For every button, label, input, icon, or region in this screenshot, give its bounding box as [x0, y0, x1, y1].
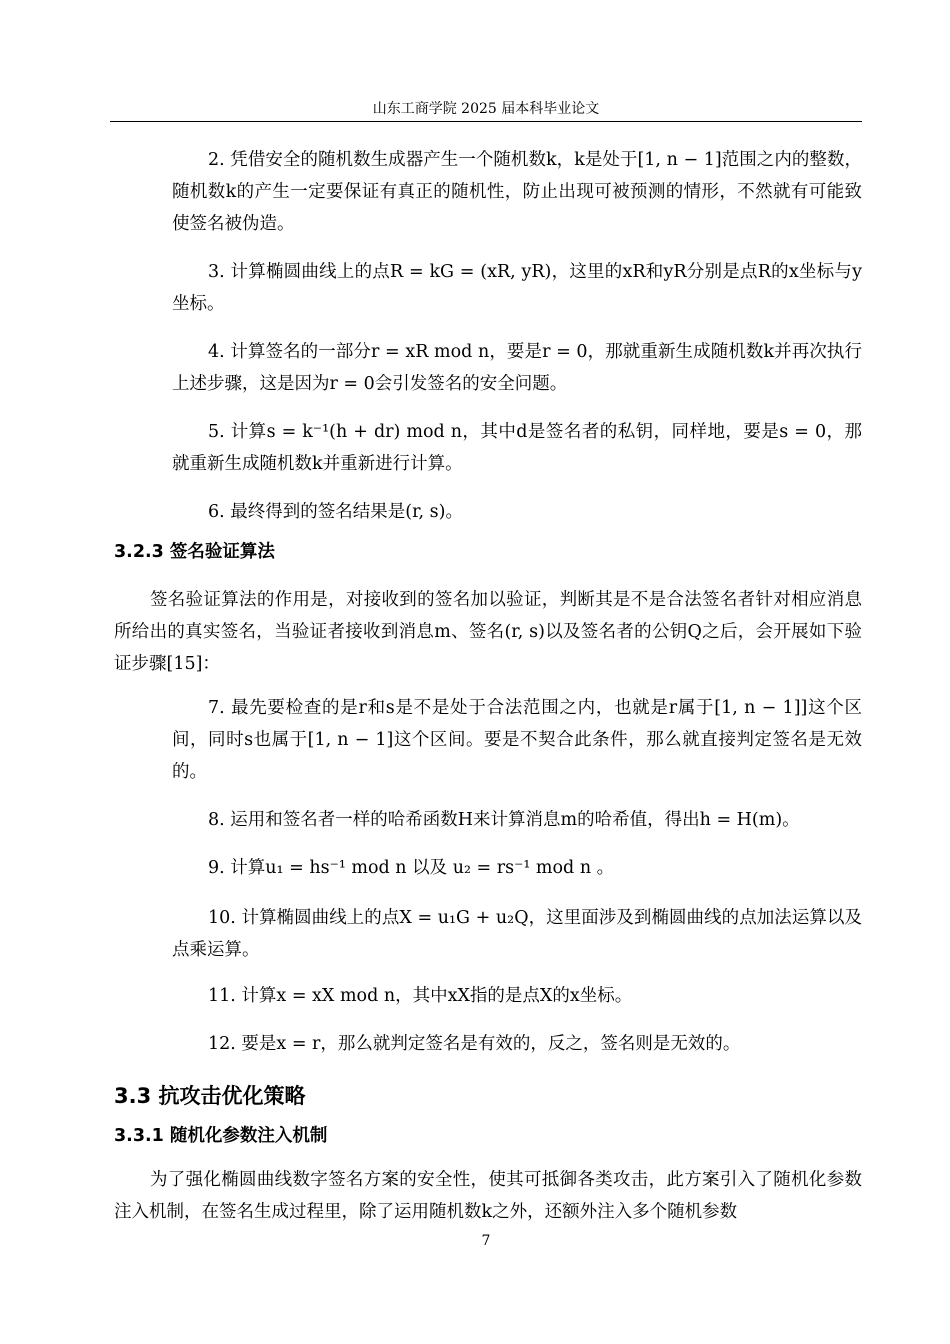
- step-6: 6. 最终得到的签名结果是(r, s)。: [208, 502, 463, 522]
- header-rule: [110, 121, 862, 122]
- running-header: 山东工商学院 2025 届本科毕业论文: [372, 101, 600, 117]
- step-12: 12. 要是x = r，那么就判定签名是有效的，反之，签名则是无效的。: [208, 1034, 741, 1054]
- step-2: 2. 凭借安全的随机数生成器产生一个随机数k，k是处于[1, n − 1]范围之内的整数，随机数k的产生一定要保证有真正的随机性，防止出现可被预测的情形，不然就有可能致使签名被伪造。: [172, 150, 862, 234]
- step-11: 11. 计算x = xX mod n，其中xX指的是点X的x坐标。: [208, 986, 633, 1006]
- step-8: 8. 运用和签名者一样的哈希函数H来计算消息m的哈希值，得出h = H(m)。: [208, 810, 800, 830]
- step-7: 7. 最先要检查的是r和s是不是处于合法范围之内，也就是r属于[1, n − 1]]这个区间，同时s也属于[1, n − 1]这个区间。要是不契合此条件，那么就直接判定签名是无效的。: [172, 698, 862, 782]
- section-heading-3-3: 3.3 抗攻击优化策略: [114, 1084, 306, 1108]
- page-number: 7: [481, 1233, 491, 1249]
- step-5: 5. 计算s = k⁻¹(h + dr) mod n，其中d是签名者的私钥，同样地，要是s = 0，那就重新生成随机数k并重新进行计算。: [172, 422, 862, 474]
- step-10: 10. 计算椭圆曲线上的点X = u₁G + u₂Q，这里面涉及到椭圆曲线的点加法运算以及点乘运算。: [172, 908, 862, 960]
- section-heading-3-2-3: 3.2.3 签名验证算法: [114, 542, 275, 562]
- verification-intro-paragraph: 签名验证算法的作用是，对接收到的签名加以验证，判断其是不是合法签名者针对相应消息所给出的真实签名，当验证者接收到消息m、签名(r, s)以及签名者的公钥Q之后，会开展如下验证步骤[15]：: [114, 590, 862, 674]
- section-heading-3-3-1: 3.3.1 随机化参数注入机制: [114, 1126, 328, 1146]
- step-9: 9. 计算u₁ = hs⁻¹ mod n 以及 u₂ = rs⁻¹ mod n 。: [208, 858, 615, 878]
- random-parameter-paragraph: 为了强化椭圆曲线数字签名方案的安全性，使其可抵御各类攻击，此方案引入了随机化参数注入机制，在签名生成过程里，除了运用随机数k之外，还额外注入多个随机参数: [114, 1170, 862, 1222]
- step-4: 4. 计算签名的一部分r = xR mod n，要是r = 0，那就重新生成随机数k并再次执行上述步骤，这是因为r = 0会引发签名的安全问题。: [172, 342, 862, 394]
- step-3: 3. 计算椭圆曲线上的点R = kG = (xR, yR)，这里的xR和yR分别是点R的x坐标与y坐标。: [172, 262, 862, 314]
